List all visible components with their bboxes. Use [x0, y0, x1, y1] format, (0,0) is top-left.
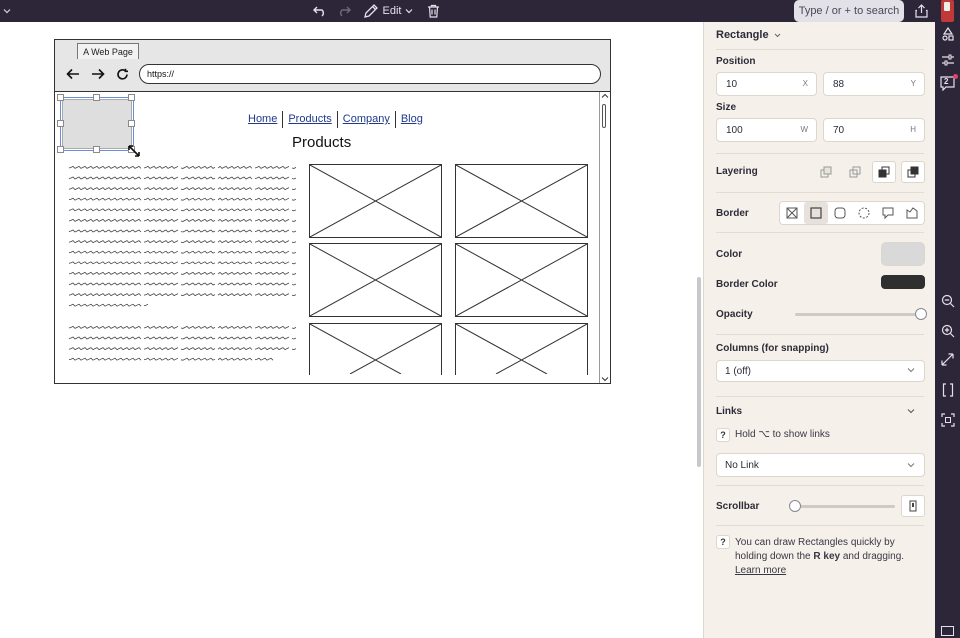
forward-arrow-icon[interactable] [89, 65, 107, 83]
image-placeholder[interactable] [455, 164, 588, 238]
divider [716, 232, 924, 233]
search-input[interactable]: Type / or + to search [794, 0, 904, 22]
callout-border-icon[interactable] [876, 202, 900, 224]
columns-value: 1 (off) [725, 365, 751, 377]
sliders-icon[interactable] [940, 52, 955, 67]
size-w-input[interactable] [716, 118, 817, 142]
position-x-input[interactable] [716, 72, 817, 96]
nav-link-home[interactable]: Home [248, 113, 278, 125]
properties-panel [703, 22, 935, 638]
resize-cursor-icon [127, 144, 141, 158]
nav-link-blog[interactable]: Blog [400, 113, 423, 125]
right-toolbar [935, 22, 960, 638]
divider [716, 485, 924, 486]
back-arrow-icon[interactable] [64, 65, 82, 83]
layering-label: Layering [716, 166, 758, 177]
border-style-group [779, 201, 925, 225]
resize-handle[interactable] [128, 94, 135, 101]
border-color-swatch[interactable] [881, 275, 925, 289]
site-nav [243, 110, 428, 128]
divider [716, 396, 924, 397]
tip-help-icon: ? [716, 535, 730, 549]
pencil-icon [363, 3, 379, 19]
size-h-value: 70 [833, 124, 845, 136]
url-bar[interactable]: https:// [139, 64, 601, 84]
image-placeholder[interactable] [455, 323, 588, 375]
page-title: Products [292, 134, 352, 151]
border-color-label: Border Color [716, 279, 778, 290]
rounded-border-icon[interactable] [828, 202, 852, 224]
text-line [69, 166, 296, 168]
nav-link-company[interactable]: Company [342, 113, 390, 125]
resize-handle[interactable] [57, 146, 64, 153]
tip-key: R key [813, 551, 841, 562]
scrollbar-slider[interactable] [795, 505, 895, 508]
text-line [69, 272, 296, 274]
position-y-input[interactable] [823, 72, 925, 96]
undo-icon[interactable] [311, 0, 329, 22]
placeholder-text [67, 164, 299, 374]
scroll-down-icon [601, 376, 609, 382]
divider [716, 525, 924, 526]
image-placeholder[interactable] [455, 243, 588, 317]
selection-outline [60, 97, 134, 151]
scrollbar-slider-knob[interactable] [789, 500, 801, 512]
links-label: Links [716, 406, 743, 417]
browser-mockup[interactable] [54, 39, 611, 384]
size-w-value: 100 [726, 124, 743, 136]
trash-icon[interactable] [424, 0, 442, 22]
size-h-input[interactable] [823, 118, 925, 142]
edit-label: Edit [382, 5, 402, 17]
edit-menu[interactable] [360, 0, 416, 22]
color-label: Color [716, 249, 743, 260]
no-border-icon[interactable] [780, 202, 804, 224]
scrollbar-icon [909, 500, 917, 512]
opacity-slider-knob[interactable] [915, 308, 927, 320]
bring-to-front-icon[interactable] [901, 161, 925, 183]
resize-handle[interactable] [57, 94, 64, 101]
border-label: Border [716, 208, 749, 219]
torn-border-icon[interactable] [900, 202, 924, 224]
nav-link-products[interactable]: Products [288, 113, 332, 125]
opacity-label: Opacity [716, 309, 753, 320]
element-type-menu[interactable] [716, 29, 781, 41]
text-line [69, 241, 296, 243]
scroll-thumb[interactable] [602, 104, 606, 128]
tip-tail: and dragging. [842, 551, 905, 562]
resize-handle[interactable] [93, 94, 100, 101]
color-swatch[interactable] [881, 242, 925, 266]
scroll-up-icon [601, 93, 609, 99]
tip-text [735, 536, 915, 578]
chevron-down-icon [405, 8, 413, 14]
resize-handle[interactable] [128, 120, 135, 127]
text-line [69, 304, 148, 306]
tip-body: You can draw Rectangles quickly by holding down the [735, 537, 895, 562]
text-line [69, 209, 296, 211]
image-placeholder[interactable] [309, 323, 442, 375]
design-canvas[interactable] [0, 22, 703, 638]
top-bar [0, 0, 960, 22]
text-line [69, 251, 296, 253]
links-hint: Hold ⌥ to show links [735, 429, 830, 440]
learn-more-link[interactable]: Learn more [735, 565, 787, 576]
redo-icon[interactable] [335, 0, 353, 22]
links-collapse-icon[interactable] [907, 408, 915, 414]
shapes-icon[interactable] [940, 26, 955, 41]
x-axis-label: X [802, 79, 808, 88]
w-axis-label: W [800, 125, 808, 134]
divider [716, 192, 924, 193]
panel-toggle-icon[interactable] [941, 626, 954, 636]
page-scrollbar[interactable] [599, 92, 609, 383]
dashed-border-icon[interactable] [852, 202, 876, 224]
menu-chevron-icon[interactable] [0, 0, 14, 22]
share-icon[interactable] [912, 0, 930, 22]
text-line [69, 188, 296, 190]
position-x-value: 10 [726, 78, 738, 90]
canvas-scrollbar[interactable] [697, 277, 701, 467]
divider [716, 49, 924, 50]
y-axis-label: Y [910, 79, 916, 88]
resize-handle[interactable] [93, 146, 100, 153]
send-to-back-icon[interactable] [814, 161, 838, 183]
text-line [69, 326, 296, 328]
square-border-icon[interactable] [804, 202, 828, 224]
resize-handle[interactable] [57, 120, 64, 127]
frame-icon[interactable] [940, 412, 955, 427]
text-line [69, 283, 296, 285]
position-y-value: 88 [833, 78, 845, 90]
text-line [69, 348, 296, 350]
browser-tab[interactable]: A Web Page [77, 43, 139, 59]
image-placeholder[interactable] [309, 164, 442, 238]
link-select[interactable] [716, 453, 925, 477]
h-axis-label: H [910, 125, 916, 134]
image-placeholder[interactable] [309, 243, 442, 317]
notification-dot [953, 74, 958, 79]
text-line [69, 294, 296, 296]
scrollbar-toggle[interactable] [901, 495, 925, 517]
text-line [69, 262, 296, 264]
avatar[interactable] [941, 0, 954, 22]
help-icon[interactable]: ? [716, 428, 730, 442]
divider [716, 153, 924, 154]
chevron-down-icon [774, 33, 781, 38]
element-type-label: Rectangle [716, 29, 769, 41]
text-line [69, 177, 296, 179]
bring-forward-icon[interactable] [872, 161, 896, 183]
text-line [69, 358, 273, 360]
text-line [69, 337, 296, 339]
chevron-down-icon [907, 462, 915, 468]
send-backward-icon[interactable] [843, 161, 867, 183]
fit-icon[interactable] [940, 352, 955, 367]
columns-select[interactable] [716, 360, 925, 382]
opacity-slider[interactable] [795, 313, 921, 316]
position-label: Position [716, 56, 756, 67]
text-line [69, 219, 296, 221]
reload-icon[interactable] [113, 65, 131, 83]
link-value: No Link [725, 459, 759, 471]
text-line [69, 198, 296, 200]
zoom-in-icon[interactable] [940, 323, 955, 338]
text-line [69, 230, 296, 232]
zoom-out-icon[interactable] [940, 293, 955, 308]
size-label: Size [716, 102, 737, 113]
chevron-down-icon [907, 367, 915, 373]
comment-count: 2 [944, 77, 949, 86]
divider [716, 334, 924, 335]
comment-icon[interactable] [940, 76, 955, 91]
browser-chrome [55, 40, 610, 92]
brackets-icon[interactable] [940, 382, 955, 397]
scrollbar-label: Scrollbar [716, 501, 760, 512]
columns-label: Columns (for snapping) [716, 343, 829, 354]
